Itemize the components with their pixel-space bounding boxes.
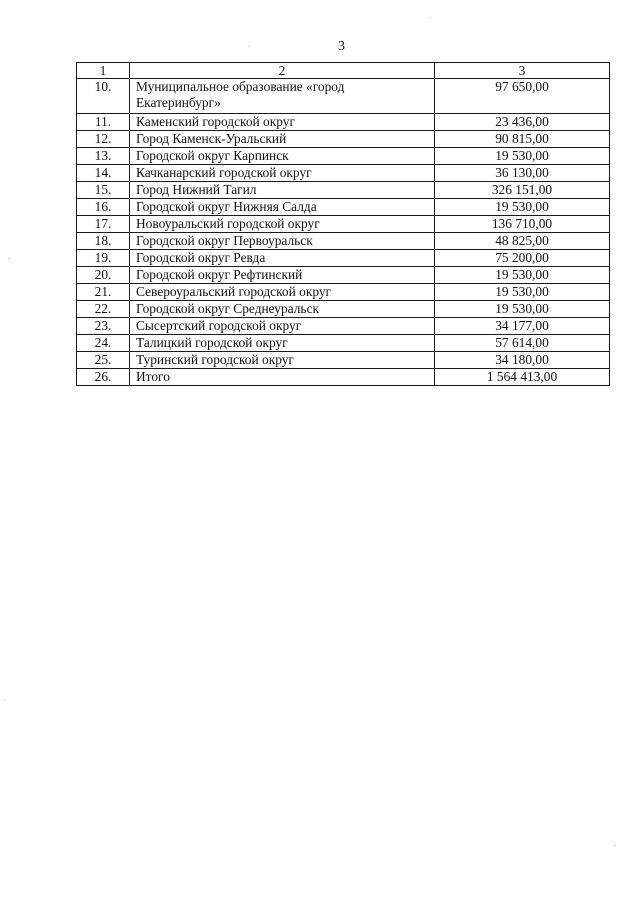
amount: 326 151,00	[435, 182, 610, 199]
municipality-name: Новоуральский городской округ	[130, 216, 435, 233]
municipality-name: Качканарский городской округ	[130, 165, 435, 182]
row-number: 25.	[77, 352, 130, 369]
table-row	[77, 216, 610, 233]
row-number: 24.	[77, 335, 130, 352]
table-row	[77, 148, 610, 165]
table-row	[77, 250, 610, 267]
table-row	[77, 79, 610, 114]
municipality-name: Городской округ Рефтинский	[130, 267, 435, 284]
municipality-name: Талицкий городской округ	[130, 335, 435, 352]
table-header-row	[77, 63, 610, 79]
row-number: 22.	[77, 301, 130, 318]
row-number: 12.	[77, 131, 130, 148]
row-number: 19.	[77, 250, 130, 267]
row-number: 13.	[77, 148, 130, 165]
total-amount: 1 564 413,00	[435, 369, 610, 386]
table-row	[77, 199, 610, 216]
row-number: 20.	[77, 267, 130, 284]
allocation-table	[76, 62, 610, 386]
municipality-name: Туринский городской округ	[130, 352, 435, 369]
table-row	[77, 233, 610, 250]
municipality-name: Североуральский городской округ	[130, 284, 435, 301]
amount: 19 530,00	[435, 267, 610, 284]
municipality-name: Городской округ Среднеуральск	[130, 301, 435, 318]
amount: 136 710,00	[435, 216, 610, 233]
municipality-name: Город Каменск-Уральский	[130, 131, 435, 148]
row-number: 11.	[77, 114, 130, 131]
scan-speck	[248, 46, 249, 47]
municipality-name: Городской округ Карпинск	[130, 148, 435, 165]
column-header-number: 1	[77, 63, 130, 79]
amount: 19 530,00	[435, 199, 610, 216]
municipality-name: Муниципальное образование «город Екатеринбург»	[130, 79, 435, 114]
column-header-name: 2	[130, 63, 435, 79]
row-number: 16.	[77, 199, 130, 216]
column-header-amount: 3	[435, 63, 610, 79]
table-row	[77, 131, 610, 148]
amount: 97 650,00	[435, 79, 610, 114]
amount: 19 530,00	[435, 148, 610, 165]
amount: 90 815,00	[435, 131, 610, 148]
municipality-name: Городской округ Первоуральск	[130, 233, 435, 250]
amount: 34 177,00	[435, 318, 610, 335]
row-number: 21.	[77, 284, 130, 301]
table-row	[77, 318, 610, 335]
amount: 19 530,00	[435, 301, 610, 318]
amount: 23 436,00	[435, 114, 610, 131]
amount: 36 130,00	[435, 165, 610, 182]
amount: 48 825,00	[435, 233, 610, 250]
municipality-name: Городской округ Ревда	[130, 250, 435, 267]
amount: 75 200,00	[435, 250, 610, 267]
municipality-name: Город Нижний Тагил	[130, 182, 435, 199]
table-row	[77, 301, 610, 318]
table-row	[77, 182, 610, 199]
row-number: 26.	[77, 369, 130, 386]
row-number: 10.	[77, 79, 130, 114]
scan-speck	[8, 258, 9, 259]
scan-speck	[615, 845, 616, 846]
row-number: 18.	[77, 233, 130, 250]
table-row	[77, 165, 610, 182]
row-number: 17.	[77, 216, 130, 233]
amount: 19 530,00	[435, 284, 610, 301]
table-row	[77, 352, 610, 369]
municipality-name: Городской округ Нижняя Салда	[130, 199, 435, 216]
table-row	[77, 335, 610, 352]
amount: 57 614,00	[435, 335, 610, 352]
amount: 34 180,00	[435, 352, 610, 369]
row-number: 15.	[77, 182, 130, 199]
page-number: 3	[338, 39, 345, 54]
row-number: 14.	[77, 165, 130, 182]
municipality-name: Каменский городской округ	[130, 114, 435, 131]
table-total-row	[77, 369, 610, 386]
table-row	[77, 267, 610, 284]
table-row	[77, 284, 610, 301]
municipality-name: Сысертский городской округ	[130, 318, 435, 335]
scan-speck	[430, 17, 431, 18]
row-number: 23.	[77, 318, 130, 335]
total-label: Итого	[130, 369, 435, 386]
table-row	[77, 114, 610, 131]
scan-speck	[4, 700, 5, 701]
